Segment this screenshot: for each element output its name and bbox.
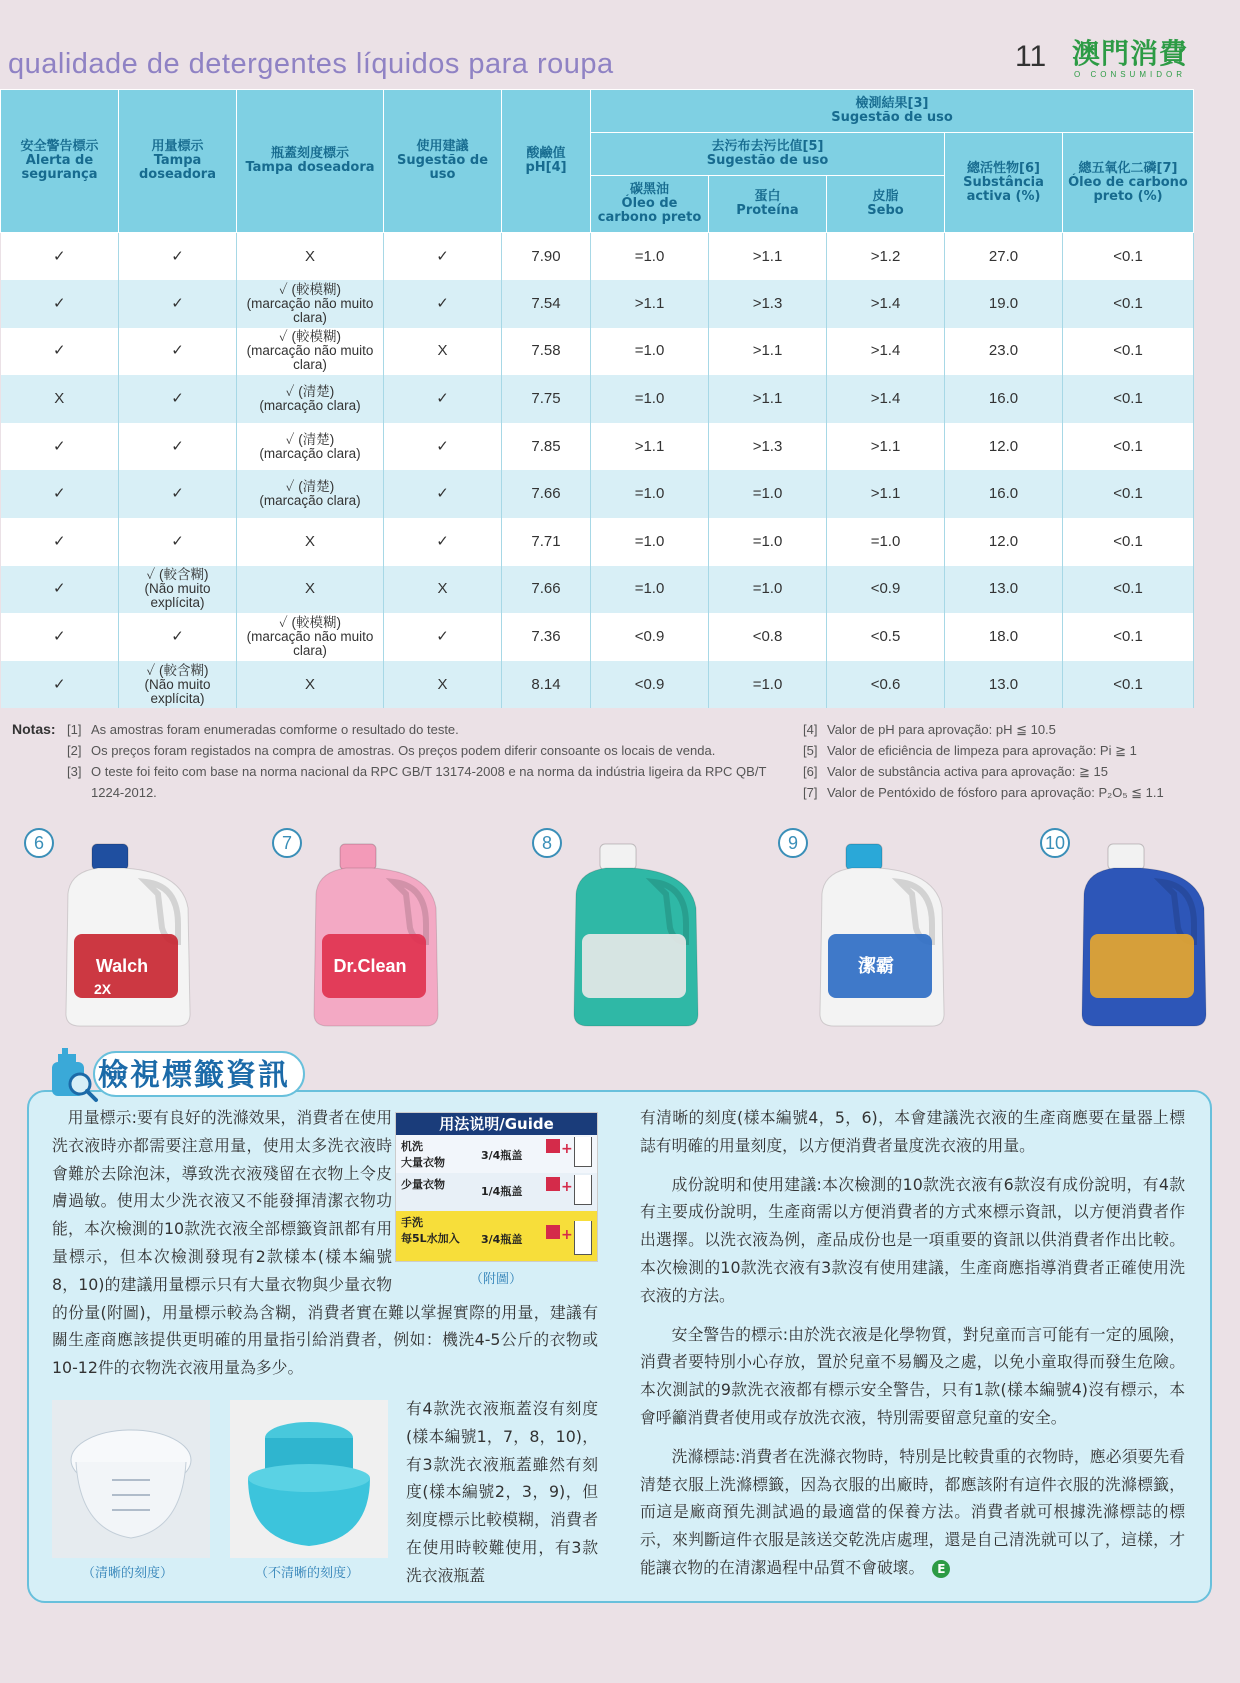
cell-carbon-oil: =1.0 xyxy=(591,375,709,423)
cell-sebum: =1.0 xyxy=(827,518,945,566)
note-number: [6] xyxy=(803,764,818,779)
cell-phosphorus: <0.1 xyxy=(1063,566,1194,614)
product-bottles-row xyxy=(0,828,1240,1038)
unclear-scale-cap-photo xyxy=(230,1400,388,1558)
cell-ph: 7.36 xyxy=(502,613,591,661)
product-number-badge: 8 xyxy=(532,828,562,858)
cell-cap-scale: ✓ (較模糊) (marcação não muito clara) xyxy=(237,613,384,661)
th-usage: 使用建議 Sugestão de uso xyxy=(384,90,502,233)
cell-active: 16.0 xyxy=(945,375,1063,423)
cell-cap-scale: X xyxy=(237,233,384,281)
cell-safety: ✓ xyxy=(1,566,119,614)
cell-protein: >1.1 xyxy=(709,233,827,281)
cell-dosage: ✓ (較含糊) (Não muito explícita) xyxy=(119,661,237,709)
cell-usage: ✓ xyxy=(384,233,502,281)
detergent-bottle-icon xyxy=(808,838,958,1033)
cell-active: 12.0 xyxy=(945,518,1063,566)
clear-cap-image xyxy=(52,1400,210,1558)
product-number-badge: 9 xyxy=(778,828,808,858)
guide-row-hand-label: 手洗 每5L水加入 xyxy=(401,1216,460,1245)
svg-text:Dr.Clean: Dr.Clean xyxy=(333,956,407,976)
dosage-guide-image xyxy=(395,1112,598,1262)
th-stain-ratio: 去污布去污比值[5] Sugestão de uso xyxy=(591,133,945,176)
guide-row-hand: 手洗 每5L水加入 3/4瓶盖 + xyxy=(396,1211,597,1261)
product-7 xyxy=(272,828,472,1038)
cell-sebum: >1.4 xyxy=(827,328,945,376)
th-dosage: 用量標示 Tampa doseadora xyxy=(119,90,237,233)
cell-usage: X xyxy=(384,566,502,614)
cell-phosphorus: <0.1 xyxy=(1063,470,1194,518)
cell-carbon-oil: <0.9 xyxy=(591,661,709,709)
cell-active: 19.0 xyxy=(945,280,1063,328)
note-number: [3] xyxy=(67,764,82,779)
cell-carbon-oil: >1.1 xyxy=(591,280,709,328)
cell-phosphorus: <0.1 xyxy=(1063,661,1194,709)
cell-carbon-oil: =1.0 xyxy=(591,233,709,281)
cell-protein: >1.1 xyxy=(709,328,827,376)
guide-row-large: 机洗 大量衣物 3/4瓶盖 + xyxy=(396,1135,597,1173)
cell-active: 13.0 xyxy=(945,661,1063,709)
cell-ph: 7.90 xyxy=(502,233,591,281)
cell-ph: 8.14 xyxy=(502,661,591,709)
cell-ph: 7.54 xyxy=(502,280,591,328)
cell-dosage: ✓ xyxy=(119,233,237,281)
detergent-bottle-icon xyxy=(302,838,452,1033)
table-row xyxy=(1,233,1194,281)
cell-usage: ✓ xyxy=(384,470,502,518)
th-results: 檢測結果[3] Sugestão de uso xyxy=(591,90,1194,133)
right-paragraph: 洗滌標誌:消費者在洗滌衣物時，特別是比較貴重的衣物時，應必須要先看清楚衣服上洗滌標籤，因為衣服的出廠時，都應該附有這件衣服的洗滌標籤，而這是廠商預先測試過的最適當的保養方法。消費者就可根據洗滌標誌的標示，來判斷這件衣服是該送交乾洗店處理，還是自己清洗就可以了，這樣，才能讓衣物的在清潔過程中品質不會破壞。 E xyxy=(640,1446,1185,1577)
cell-usage: X xyxy=(384,661,502,709)
cell-safety: ✓ xyxy=(1,280,119,328)
cell-safety: ✓ xyxy=(1,661,119,709)
cell-cap-scale: ✓ (清楚) (marcação clara) xyxy=(237,375,384,423)
unclear-scale-caption: （不清晰的刻度） xyxy=(255,1566,360,1581)
th-safety: 安全警告標示 Alerta de segurança xyxy=(1,90,119,233)
cap-scale-text: 有4款洗衣液瓶蓋沒有刻度(樣本編號1，7，8，10)，有3款洗衣液瓶蓋雖然有刻度(樣本編號2，3，9)，但刻度標示比較模糊，消費者在使用時較難使用，有3款洗衣液瓶蓋 xyxy=(406,1399,598,1585)
cell-usage: ✓ xyxy=(384,613,502,661)
cup-icon xyxy=(574,1137,592,1167)
cell-carbon-oil: =1.0 xyxy=(591,328,709,376)
cell-ph: 7.71 xyxy=(502,518,591,566)
note-text: Valor de eficiência de limpeza para aprovação: Pi ≧ 1 xyxy=(827,743,1137,758)
cell-phosphorus: <0.1 xyxy=(1063,518,1194,566)
cell-dosage: ✓ xyxy=(119,470,237,518)
right-paragraph: 安全警告的標示:由於洗衣液是化學物質，對兒童而言可能有一定的風險，消費者要特別小心存放，置於兒童不易觸及之處，以免小童取得而發生危險。本次測試的9款洗衣液都有標示安全警告，只有1款(樣本編號4)沒有標示，本會呼籲消費者使用或存放洗衣液，特別需要留意兒童的安全。 xyxy=(640,1324,1185,1427)
th-phosphorus: 總五氧化二磷[7] Óleo de carbono preto (%) xyxy=(1063,133,1194,233)
product-number-badge: 10 xyxy=(1040,828,1070,858)
cell-ph: 7.66 xyxy=(502,566,591,614)
cell-cap-scale: ✓ (較模糊) (marcação não muito clara) xyxy=(237,280,384,328)
cell-sebum: >1.1 xyxy=(827,423,945,471)
cell-ph: 7.85 xyxy=(502,423,591,471)
cell-safety: ✓ xyxy=(1,328,119,376)
cap-scale-paragraph xyxy=(406,1395,598,1590)
logo-portuguese: O CONSUMIDOR xyxy=(1074,70,1186,79)
cell-ph: 7.66 xyxy=(502,470,591,518)
guide-row-small: 少量衣物 1/4瓶盖 + xyxy=(396,1173,597,1211)
clear-scale-caption: （清晰的刻度） xyxy=(82,1566,174,1581)
product-number-badge: 6 xyxy=(24,828,54,858)
cell-phosphorus: <0.1 xyxy=(1063,328,1194,376)
svg-text:Walch: Walch xyxy=(95,956,149,976)
guide-row-small-label: 少量衣物 xyxy=(401,1178,445,1191)
cell-safety: ✓ xyxy=(1,470,119,518)
note-item xyxy=(803,740,1233,761)
th-active-substance: 總活性物[6] Substância activa (%) xyxy=(945,133,1063,233)
cell-carbon-oil: >1.1 xyxy=(591,423,709,471)
th-sebum: 皮脂 Sebo xyxy=(827,176,945,233)
cap-icon xyxy=(546,1225,560,1239)
note-item xyxy=(67,740,787,761)
cell-usage: ✓ xyxy=(384,518,502,566)
cell-ph: 7.58 xyxy=(502,328,591,376)
cell-usage: X xyxy=(384,328,502,376)
note-text: Valor de pH para aprovação: pH ≦ 10.5 xyxy=(827,722,1056,737)
cell-dosage: ✓ xyxy=(119,375,237,423)
cell-sebum: >1.2 xyxy=(827,233,945,281)
cell-protein: >1.3 xyxy=(709,280,827,328)
table-row xyxy=(1,470,1194,518)
cell-dosage: ✓ xyxy=(119,518,237,566)
cell-active: 16.0 xyxy=(945,470,1063,518)
cell-usage: ✓ xyxy=(384,375,502,423)
notes-right-list xyxy=(803,719,1233,803)
guide-row-large-amount: 3/4瓶盖 xyxy=(481,1149,523,1162)
cell-cap-scale: ✓ (清楚) (marcação clara) xyxy=(237,470,384,518)
dosage-text: 用量標示:要有良好的洗滌效果，消費者在使用洗衣液時亦都需要注意用量，使用太多洗衣液時會難於去除泡沫，導致洗衣液殘留在衣物上令皮膚過敏。使用太少洗衣液又不能發揮清潔衣物功能，本次檢測的10款洗衣液全部標籤資訊都有用量標示，但本次檢測發現有2款樣本(樣本編號8，10)的建議用量標示只有大量衣物與少量衣物的份量(附圖)，用量標示較為含糊，消費者實在難以掌握實際的用量，建議有關生產商應該提供更明確的用量指引給消費者，例如：機洗4-5公斤的衣物或10-12件的衣物洗衣液用量為多少。 xyxy=(52,1108,598,1378)
note-item xyxy=(67,719,787,740)
note-text: As amostras foram enumeradas comforme o resultado do teste. xyxy=(91,722,459,737)
cell-phosphorus: <0.1 xyxy=(1063,233,1194,281)
note-number: [4] xyxy=(803,722,818,737)
cell-carbon-oil: <0.9 xyxy=(591,613,709,661)
cell-phosphorus: <0.1 xyxy=(1063,423,1194,471)
cell-active: 18.0 xyxy=(945,613,1063,661)
th-ph: 酸鹼值 pH[4] xyxy=(502,90,591,233)
cell-sebum: >1.4 xyxy=(827,280,945,328)
cell-active: 13.0 xyxy=(945,566,1063,614)
cell-protein: =1.0 xyxy=(709,661,827,709)
th-cap-scale: 瓶蓋刻度標示 Tampa doseadora xyxy=(237,90,384,233)
cell-usage: ✓ xyxy=(384,423,502,471)
right-paragraph: 成份說明和使用建議:本次檢測的10款洗衣液有6款沒有成份說明，有4款有主要成份說明，生產商需以方便消費者的方式來標示資訊，以方便消費者作出選擇。以洗衣液為例，產品成份也是一項重要的資訊以供消費者作出比較。本次檢測的10款洗衣液有3款沒有使用建議，生產商應指導消費者正確使用洗衣液的方法。 xyxy=(640,1174,1185,1305)
product-10 xyxy=(1040,828,1240,1038)
cap-icon xyxy=(546,1177,560,1191)
note-text: Valor de substância activa para aprovação: ≧ 15 xyxy=(827,764,1108,779)
note-number: [7] xyxy=(803,785,818,800)
note-text: O teste foi feito com base na norma nacional da RPC GB/T 13174-2008 e na norma da indústria ligeira da RPC QB/T 1224-2012. xyxy=(91,764,767,800)
section-title: 檢視標籤資訊 xyxy=(98,1058,290,1093)
logo-chinese: 澳門消費 xyxy=(1071,37,1188,70)
clear-scale-cap-photo xyxy=(52,1400,210,1558)
results-table xyxy=(0,89,1194,708)
notes-left-list xyxy=(67,719,787,803)
note-text: Os preços foram registados na compra de amostras. Os preços podem diferir consoante os locais de venda. xyxy=(91,743,716,758)
right-paragraph: 有清晰的刻度(樣本編號4，5，6)，本會建議洗衣液的生產商應要在量器上標誌有明確的用量刻度，以方便消費者量度洗衣液的用量。 xyxy=(640,1108,1185,1155)
cell-phosphorus: <0.1 xyxy=(1063,280,1194,328)
table-row xyxy=(1,518,1194,566)
cell-active: 27.0 xyxy=(945,233,1063,281)
th-protein: 蛋白 Proteína xyxy=(709,176,827,233)
cell-cap-scale: X xyxy=(237,518,384,566)
th-carbon-oil: 碳黑油 Óleo de carbono preto xyxy=(591,176,709,233)
cell-protein: =1.0 xyxy=(709,566,827,614)
note-number: [1] xyxy=(67,722,82,737)
cell-protein: <0.8 xyxy=(709,613,827,661)
cap-icon xyxy=(546,1139,560,1153)
cell-usage: ✓ xyxy=(384,280,502,328)
product-8 xyxy=(532,828,732,1038)
cell-sebum: >1.4 xyxy=(827,375,945,423)
cell-carbon-oil: =1.0 xyxy=(591,566,709,614)
table-row xyxy=(1,566,1194,614)
right-column-text xyxy=(640,1104,1185,1593)
page-header-title: qualidade de detergentes líquidos para roupa xyxy=(8,48,614,80)
cell-dosage: ✓ xyxy=(119,613,237,661)
cell-sebum: <0.9 xyxy=(827,566,945,614)
cell-protein: =1.0 xyxy=(709,470,827,518)
note-number: [2] xyxy=(67,743,82,758)
page-number: 11 xyxy=(1015,40,1047,73)
cell-carbon-oil: =1.0 xyxy=(591,518,709,566)
guide-row-small-amount: 1/4瓶盖 xyxy=(481,1185,523,1198)
detergent-bottle-icon xyxy=(562,838,712,1033)
product-6 xyxy=(24,828,224,1038)
detergent-bottle-icon xyxy=(1070,838,1220,1033)
cup-icon xyxy=(574,1221,592,1255)
note-item xyxy=(803,719,1233,740)
guide-title: 用法说明/Guide xyxy=(396,1113,597,1135)
cell-safety: ✓ xyxy=(1,423,119,471)
svg-text:2X: 2X xyxy=(94,981,112,997)
table-row xyxy=(1,423,1194,471)
results-table-body xyxy=(1,233,1194,709)
cell-sebum: >1.1 xyxy=(827,470,945,518)
detergent-bottle-icon xyxy=(54,838,204,1033)
end-mark-icon: E xyxy=(932,1560,950,1578)
cell-phosphorus: <0.1 xyxy=(1063,375,1194,423)
cell-sebum: <0.5 xyxy=(827,613,945,661)
product-9 xyxy=(778,828,978,1038)
table-row xyxy=(1,375,1194,423)
cell-cap-scale: ✓ (清楚) (marcação clara) xyxy=(237,423,384,471)
cell-protein: =1.0 xyxy=(709,518,827,566)
note-item xyxy=(67,761,787,803)
note-item xyxy=(803,782,1233,803)
product-number-badge: 7 xyxy=(272,828,302,858)
guide-row-hand-amount: 3/4瓶盖 xyxy=(481,1233,523,1246)
note-number: [5] xyxy=(803,743,818,758)
cell-cap-scale: ✓ (較模糊) (marcação não muito clara) xyxy=(237,328,384,376)
cell-ph: 7.75 xyxy=(502,375,591,423)
table-row xyxy=(1,613,1194,661)
cell-protein: >1.3 xyxy=(709,423,827,471)
cell-active: 23.0 xyxy=(945,328,1063,376)
notes-label: Notas: xyxy=(12,721,56,737)
cell-cap-scale: X xyxy=(237,566,384,614)
guide-caption: （附圖） xyxy=(470,1272,523,1287)
guide-row-large-label: 机洗 大量衣物 xyxy=(401,1140,445,1169)
cell-active: 12.0 xyxy=(945,423,1063,471)
cell-dosage: ✓ xyxy=(119,280,237,328)
table-row xyxy=(1,661,1194,709)
cell-safety: ✓ xyxy=(1,613,119,661)
magazine-logo xyxy=(1070,38,1190,79)
note-text: Valor de Pentóxido de fósforo para aprovação: P₂O₅ ≦ 1.1 xyxy=(827,785,1164,800)
cell-safety: ✓ xyxy=(1,518,119,566)
cell-carbon-oil: =1.0 xyxy=(591,470,709,518)
cell-dosage: ✓ xyxy=(119,328,237,376)
cell-phosphorus: <0.1 xyxy=(1063,613,1194,661)
svg-text:潔霸: 潔霸 xyxy=(858,956,894,976)
cup-icon xyxy=(574,1175,592,1205)
cell-protein: >1.1 xyxy=(709,375,827,423)
table-row xyxy=(1,280,1194,328)
cell-dosage: ✓ (較含糊) (Não muito explícita) xyxy=(119,566,237,614)
cell-cap-scale: X xyxy=(237,661,384,709)
cell-safety: X xyxy=(1,375,119,423)
table-row xyxy=(1,328,1194,376)
section-title-badge xyxy=(46,1044,306,1104)
cell-sebum: <0.6 xyxy=(827,661,945,709)
cell-safety: ✓ xyxy=(1,233,119,281)
cell-dosage: ✓ xyxy=(119,423,237,471)
unclear-cap-image xyxy=(230,1400,388,1558)
note-item xyxy=(803,761,1233,782)
